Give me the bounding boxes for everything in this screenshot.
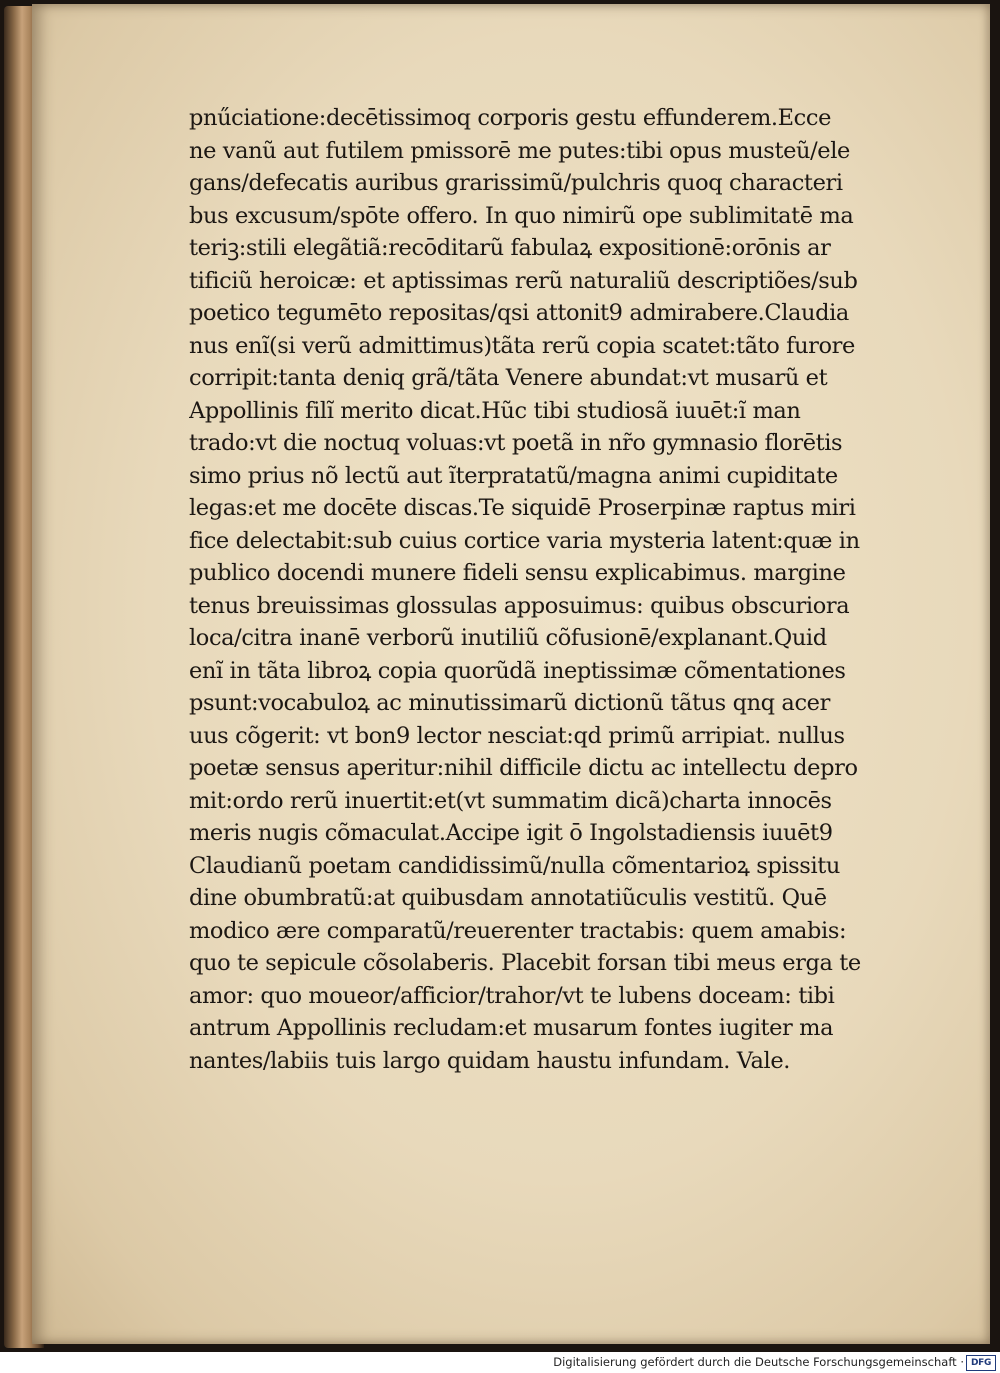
text-line: enĩ in tãta libroꝝ copia quorũdã ineptissimæ cõmentationes [189,657,846,684]
text-line: mit:ordo rerũ inuertit:et(vt summatim dicã)charta innocēs [189,787,832,814]
text-line: antrum Appollinis recludam:et musarum fontes iugiter ma [189,1015,834,1041]
text-line: dine obumbratũ:at quibusdam annotatiũculis vestitũ. Quē [189,885,827,911]
text-line: bus excusum/spōte offero. In quo nimirũ ope sublimitatē ma [189,202,854,229]
text-line: Appollinis filĩ merito dicat.Hũc tibi studiosã iuuēt:ĩ man [189,397,801,424]
text-line: pnűciatione:decētissimoq corporis gestu effunderem.Ecce [189,105,831,131]
text-line: legas:et me docēte discas.Te siquidē Proserpinæ raptus miri [189,495,856,521]
text-line: nantes/labiis tuis largo quidam haustu infundam. Vale. [189,1047,791,1074]
text-line: simo prius nõ lectũ aut ĩterpratatũ/magna animi cupiditate [189,462,838,489]
text-line: poetico tegumēto repositas/qsi attonit9 admirabere.Claudia [189,300,849,326]
text-line: tenus breuissimas glossulas apposuimus: quibus obscuriora [189,592,850,619]
text-line: tificiũ heroicæ: et aptissimas rerũ naturaliũ descriptiões/sub [189,267,858,294]
dfg-logo-icon: DFG [966,1355,996,1371]
text-line: Claudianũ poetam candidissimũ/nulla cõmentarioꝝ spissitu [189,852,840,879]
text-line: modico ære comparatũ/reuerenter tractabis: quem amabis: [189,917,847,944]
text-line: trado:vt die noctuq voluas:vt poetã in nr̃o gymnasio florētis [189,430,843,456]
printed-text-block [189,102,949,1077]
text-line: teriꝫ:stili elegãtiã:recōditarũ fabulaꝝ expositionē:orōnis ar [189,235,831,261]
digitization-footer [0,1352,1000,1373]
text-line: amor: quo moueor/afficior/trahor/vt te lubens doceam: tibi [189,982,835,1009]
book-page [32,4,990,1344]
text-line: meris nugis cõmaculat.Accipe igit ō Ingolstadiensis iuuēt9 [189,820,833,846]
text-line: corripit:tanta deniq grã/tãta Venere abundat:vt musarũ et [189,365,828,391]
text-line: psunt:vocabuloꝝ ac minutissimarũ dictionũ tãtus qnq acer [189,690,830,716]
text-line: loca/citra inanē verborũ inutiliũ cõfusionē/explanant.Quid [189,625,827,651]
text-line: ne vanũ aut futilem pmissorē me putes:tibi opus musteũ/ele [189,137,850,164]
text-line: fice delectabit:sub cuius cortice varia mysteria latent:quæ in [189,527,860,554]
text-line: poetæ sensus aperitur:nihil difficile dictu ac intellectu depro [189,755,858,781]
funding-credit: Digitalisierung gefördert durch die Deutsche Forschungsgemeinschaft · [553,1355,964,1369]
text-line: gans/defecatis auribus grarissimũ/pulchris quoq characteri [189,170,843,196]
text-line: quo te sepicule cõsolaberis. Placebit forsan tibi meus erga te [189,950,861,976]
text-line: publico docendi munere fideli sensu explicabimus. margine [189,560,846,586]
text-line: uus cõgerit: vt bon9 lector nesciat:qd primũ arripiat. nullus [189,722,845,749]
text-line: nus enĩ(si verũ admittimus)tãta rerũ copia scatet:tãto furore [189,332,855,359]
